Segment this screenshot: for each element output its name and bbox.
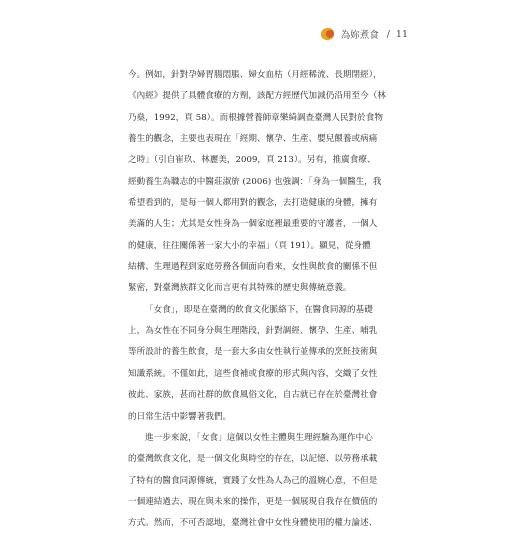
text-line: 知識系統。不僅如此，這些食補或食療的形式與內容，交織了女性: [128, 368, 378, 379]
text-line: 彼此、家族，甚而社群的飲食風俗文化，自古就已存在於臺灣社會: [128, 390, 378, 401]
page-number: 11: [395, 28, 408, 40]
text-line: 希望看到的，是每一個人都用對的觀念，去打造健康的身體，擁有: [128, 198, 378, 209]
text-line: 《內經》提供了具體食療的方劑，該配方經歷代加減仍沿用至今（林: [128, 91, 386, 102]
text-line: 「女食」，即是在臺灣的飲食文化脈絡下，在醫食同源的基礎: [145, 304, 373, 315]
text-line: 的健康，往往關係著一家大小的幸福」（頁 191）。顯見，從身體: [128, 240, 371, 251]
flower-ornament-icon: [321, 27, 335, 41]
text-line: 緊密，對臺灣族群文化而言更有其特殊的歷史與傳統意義。: [128, 283, 352, 294]
text-line: 方式。然而，不可否認地，臺灣社會中女性身體使用的權力論述、: [128, 518, 378, 529]
text-line: 進一步來說，「女食」這個以女性主體與生理經驗為運作中心: [145, 432, 373, 443]
text-line: 美滿的人生；尤其是女性身為一個家庭裡最重要的守護者，一個人: [128, 219, 378, 230]
paragraph-1: [128, 65, 394, 300]
text-line: 的日常生活中影響著我們。: [128, 411, 232, 422]
chapter-title: 為妳煮食: [340, 30, 379, 41]
text-line: 結構、生理過程到家庭勞務各個面向看來，女性與飲食的關係不但: [128, 262, 378, 273]
paragraph-2: [128, 300, 394, 428]
text-line: 一個連結過去、現在與未來的操作，更是一個展現自我存在價值的: [128, 496, 378, 507]
text-line: 上，為女性在不同身分與生理階段，針對調經、懷孕、生產、哺乳: [128, 326, 378, 337]
running-header: [321, 27, 408, 41]
paragraph-3: [128, 428, 394, 535]
text-line: 的臺灣飲食文化，是一個文化與時空的存在，以記憶、以勞務承載: [128, 454, 378, 465]
body-text: [128, 65, 394, 535]
header-separator: /: [386, 28, 390, 40]
text-line: 了特有的醫食同源傳統，實踐了女性為人為己的溫婉心意，不但是: [128, 475, 378, 486]
text-line: 經動養生為職志的中醫莊淑旂 (2006) 也強調：「身為一個醫生，我: [128, 176, 382, 187]
text-line: 之時」（引自崔玖、林麗美，2009，頁 213）。另有，推廣食療、: [128, 155, 376, 166]
text-line: 等所設計的養生飲食，是一套大多由女性執行並傳承的烹飪技術與: [128, 347, 378, 358]
text-line: 乃燊，1992，頁 58）。而根據營養師章樂綺調查臺灣人民對於食物: [128, 112, 383, 123]
text-line: 養生的觀念，主要也表現在「經期、懷孕、生產、嬰兒餵養或病痛: [128, 134, 378, 145]
text-line: 今。例如，針對孕婦胃腸悶脹、婦女血枯（月經稀流、長期閉經），: [128, 70, 382, 80]
